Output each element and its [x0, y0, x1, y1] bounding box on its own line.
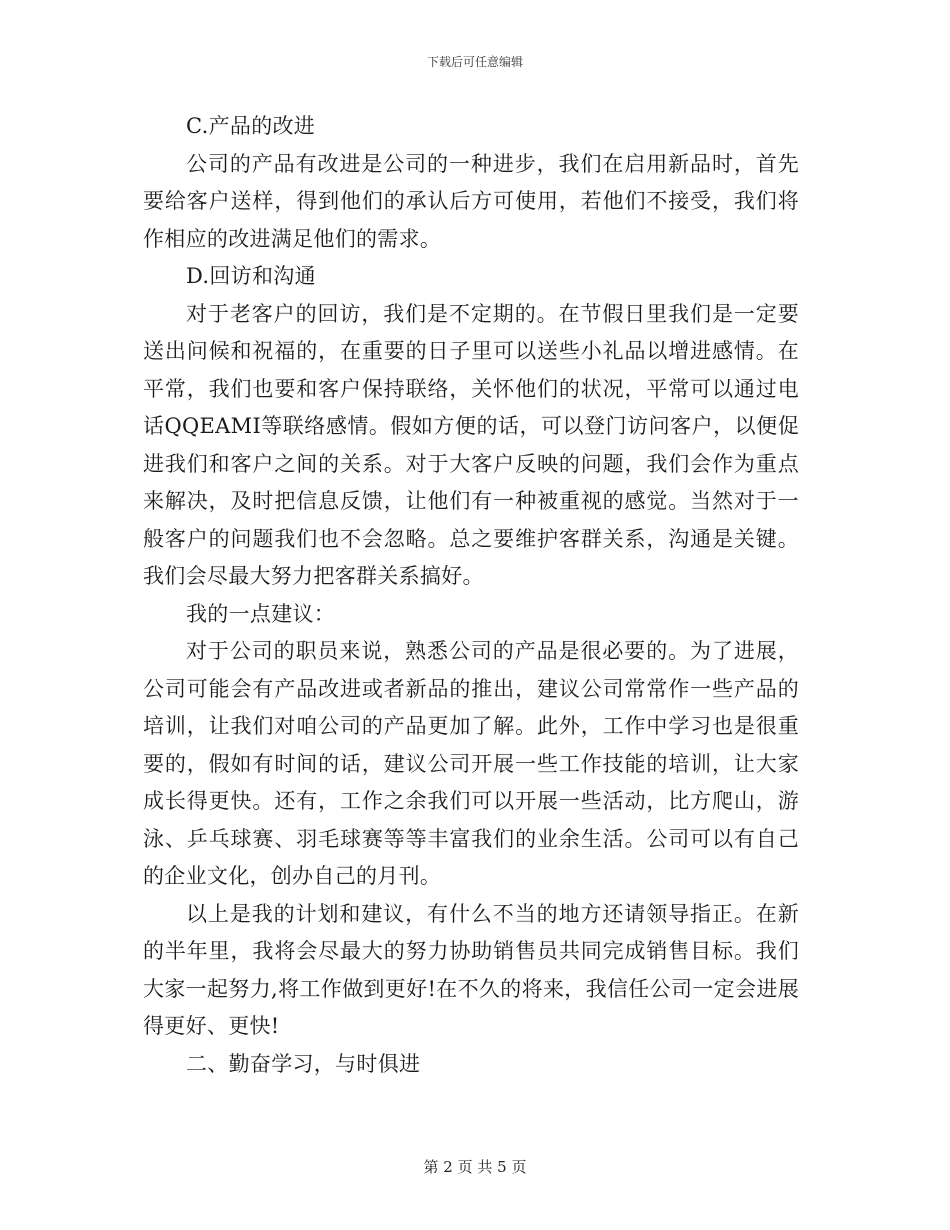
- paragraph-suggestions: 对于公司的职员来说，熟悉公司的产品是很必要的。为了进展，公司可能会有产品改进或者新品的推出，建议公司常常作一些产品的培训，让我们对咱公司的产品更加了解。此外，工作中学习也是很重要的，假如有时间的话，建议公司开展一些工作技能的培训，让大家成长得更快。还有，工作之余我们可以开展一些活动，比方爬山，游泳、乒乓球赛、羽毛球赛等等丰富我们的业余生活。公司可以有自己的企业文化，创办自己的月刊。: [143, 639, 799, 888]
- section-heading-suggestions: 我的一点建议：: [186, 601, 336, 626]
- paragraph-product-improvement: 公司的产品有改进是公司的一种进步，我们在启用新品时，首先要给客户送样，得到他们的承认后方可使用，若他们不接受，我们将作相应的改进满足他们的需求。: [143, 151, 799, 251]
- paragraph-conclusion: 以上是我的计划和建议，有什么不当的地方还请领导指正。在新的半年里，我将会尽最大的努力协助销售员共同完成销售目标。我们大家一起努力,将工作做到更好!在不久的将来，我信任公司一定会进展得更好、更快!: [143, 901, 799, 1038]
- section-heading-followup: D.回访和沟通: [186, 264, 316, 288]
- document-body: [143, 108, 799, 1083]
- paragraph-followup: 对于老客户的回访，我们是不定期的。在节假日里我们是一定要送出问候和祝福的，在重要的日子里可以送些小礼品以增进感情。在平常，我们也要和客户保持联络，关怀他们的状况，平常可以通过电话QQEAMI等联络感情。假如方便的话，可以登门访问客户，以便促进我们和客户之间的关系。对于大客户反映的问题，我们会作为重点来解决，及时把信息反馈，让他们有一种被重视的感觉。当然对于一般客户的问题我们也不会忽略。总之要维护客群关系，沟通是关键。我们会尽最大努力把客群关系搞好。: [143, 301, 799, 588]
- download-note: 下载后可任意编辑: [426, 55, 523, 69]
- section-heading-study: 二、勤奋学习，与时俱进: [186, 1051, 421, 1076]
- page-number: 第 2 页 共 5 页: [423, 1158, 527, 1176]
- section-heading-product-improvement: C.产品的改进: [186, 114, 316, 138]
